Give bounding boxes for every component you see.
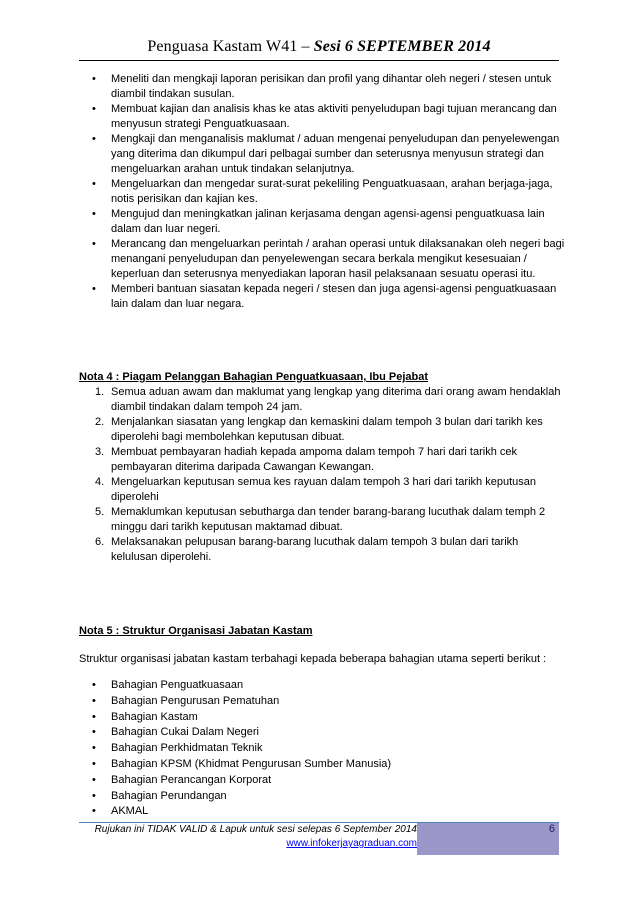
list-item-text: Bahagian Perundangan bbox=[111, 789, 227, 802]
list-item-text: Merancang dan mengeluarkan perintah / arahan operasi untuk dilaksanakan oleh negeri bagi menangani penyeludupan dan penyelewengan secara berkala mengikut kesesuaian / keperluan dan seterusnya menyediakan laporan hasil pelaksanaan sesuatu operasi itu. bbox=[111, 238, 565, 280]
list-item bbox=[79, 282, 565, 312]
list-item bbox=[79, 757, 565, 773]
list-item-text: Membuat pembayaran hadiah kepada ampoma dalam tempoh 7 hari dari tarikh cek pembayaran diterima daripada Cawangan Kewangan. bbox=[111, 446, 518, 473]
bullet-icon: • bbox=[92, 178, 96, 190]
nota5-title: Nota 5 : Struktur Organisasi Jabatan Kastam bbox=[79, 625, 313, 637]
list-item bbox=[79, 385, 565, 415]
list-item bbox=[79, 804, 565, 820]
bullet-icon: • bbox=[92, 757, 96, 770]
header-title: Penguasa Kastam W41 – bbox=[147, 38, 314, 55]
bullet-icon: • bbox=[92, 789, 96, 802]
header-session: Sesi 6 SEPTEMBER 2014 bbox=[313, 38, 491, 55]
list-item bbox=[79, 177, 565, 207]
bullet-icon: • bbox=[92, 694, 96, 707]
nota5-list bbox=[79, 678, 565, 820]
list-item-text: Memberi bantuan siasatan kepada negeri / stesen dan juga agensi-agensi penguatkuasaan lain dalam dan luar negara. bbox=[111, 283, 557, 310]
list-item bbox=[79, 505, 565, 535]
list-item-text: Memaklumkan keputusan sebutharga dan tender barang-barang lucuthak dalam temph 2 minggu dari tarikh keputusan maktamad dibuat. bbox=[111, 506, 546, 533]
nota5-intro: Struktur organisasi jabatan kastam terbahagi kepada beberapa bahagian utama seperti berikut : bbox=[79, 653, 547, 665]
bullet-icon: • bbox=[92, 208, 96, 220]
bullet-icon: • bbox=[92, 773, 96, 786]
header-rule bbox=[79, 60, 559, 61]
item-number: 3. bbox=[95, 446, 105, 458]
list-item-text: Mengeluarkan dan mengedar surat-surat pekeliling Penguatkuasaan, arahan berjaga-jaga, notis perisikan dan kajian kes. bbox=[111, 178, 553, 205]
list-item bbox=[79, 773, 565, 789]
bullet-icon: • bbox=[92, 73, 96, 85]
list-item bbox=[79, 475, 565, 505]
bullet-icon: • bbox=[92, 133, 96, 145]
list-item-text: Mengeluarkan keputusan semua kes rayuan dalam tempoh 3 hari dari tarikh keputusan diperolehi bbox=[111, 476, 536, 503]
list-item bbox=[79, 102, 565, 132]
list-item-text: Meneliti dan mengkaji laporan perisikan dan profil yang dihantar oleh negeri / stesen untuk diambil tindakan susulan. bbox=[111, 73, 552, 100]
list-item bbox=[79, 207, 565, 237]
list-item bbox=[79, 415, 565, 445]
bullet-icon: • bbox=[92, 805, 96, 818]
page-header bbox=[0, 38, 638, 56]
duties-list bbox=[79, 72, 565, 312]
list-item bbox=[79, 237, 565, 282]
bullet-icon: • bbox=[92, 679, 96, 691]
list-item-text: Melaksanakan pelupusan barang-barang lucuthak dalam tempoh 3 bulan dari tarikh kelulusan diperolehi. bbox=[111, 536, 519, 563]
page-content bbox=[79, 72, 565, 818]
list-item-text: Mengkaji dan menganalisis maklumat / aduan mengenai penyeludupan dan penyelewengan yang diterima dan dikumpul dari pelbagai sumber dan seterusnya menyusun strategi dan mengeluarkan arahan untuk tindakan selanjutnya. bbox=[111, 133, 560, 175]
item-number: 4. bbox=[95, 476, 105, 488]
list-item-text: Mengujud dan meningkatkan jalinan kerjasama dengan agensi-agensi penguatkuasa lain dalam dan luar negeri. bbox=[111, 208, 545, 235]
list-item-text: Bahagian Cukai Dalam Negeri bbox=[111, 726, 259, 739]
list-item-text: Bahagian Perancangan Korporat bbox=[111, 773, 272, 786]
list-item-text: Bahagian Kastam bbox=[111, 710, 198, 723]
list-item-text: Bahagian Penguatkuasaan bbox=[111, 679, 244, 691]
list-item bbox=[79, 789, 565, 805]
item-number: 1. bbox=[95, 386, 105, 398]
bullet-icon: • bbox=[92, 726, 96, 739]
list-item bbox=[79, 445, 565, 475]
item-number: 2. bbox=[95, 416, 105, 428]
bullet-icon: • bbox=[92, 710, 96, 723]
nota4-section bbox=[79, 370, 565, 565]
nota4-title: Nota 4 : Piagam Pelanggan Bahagian Penguatkuasaan, Ibu Pejabat bbox=[79, 371, 429, 383]
bullet-icon: • bbox=[92, 742, 96, 755]
bullet-icon: • bbox=[92, 238, 96, 250]
list-item bbox=[79, 132, 565, 177]
list-item bbox=[79, 741, 565, 757]
item-number: 6. bbox=[95, 536, 105, 548]
list-item-text: Bahagian Pengurusan Pematuhan bbox=[111, 694, 280, 707]
list-item bbox=[79, 710, 565, 726]
list-item bbox=[79, 535, 565, 565]
bullet-icon: • bbox=[92, 103, 96, 115]
list-item-text: AKMAL bbox=[111, 805, 149, 818]
list-item-text: Bahagian KPSM (Khidmat Pengurusan Sumber Manusia) bbox=[111, 757, 392, 770]
nota5-section bbox=[79, 624, 565, 820]
footer-link[interactable]: www.infokerjayagraduan.com bbox=[286, 838, 417, 849]
item-number: 5. bbox=[95, 506, 105, 518]
page-footer bbox=[79, 823, 417, 851]
nota4-list bbox=[79, 385, 565, 565]
list-item bbox=[79, 678, 565, 694]
list-item bbox=[79, 725, 565, 741]
bullet-icon: • bbox=[92, 283, 96, 295]
list-item bbox=[79, 694, 565, 710]
page-number: 6 bbox=[548, 823, 555, 835]
list-item-text: Menjalankan siasatan yang lengkap dan kemaskini dalam tempoh 3 bulan dari tarikh kes diperolehi bagi membolehkan keputusan dibuat. bbox=[111, 416, 543, 443]
page-number-box bbox=[417, 823, 559, 855]
list-item-text: Semua aduan awam dan maklumat yang lengkap yang diterima dari orang awam hendaklah diambil tindakan dalam tempoh 24 jam. bbox=[111, 386, 561, 413]
list-item-text: Bahagian Perkhidmatan Teknik bbox=[111, 742, 263, 755]
footer-disclaimer: Rujukan ini TIDAK VALID & Lapuk untuk sesi selepas 6 September 2014 bbox=[94, 824, 417, 835]
list-item bbox=[79, 72, 565, 102]
list-item-text: Membuat kajian dan analisis khas ke atas aktiviti penyeludupan bagi tujuan merancang dan menyusun strategi Penguatkuasaan. bbox=[111, 103, 557, 130]
